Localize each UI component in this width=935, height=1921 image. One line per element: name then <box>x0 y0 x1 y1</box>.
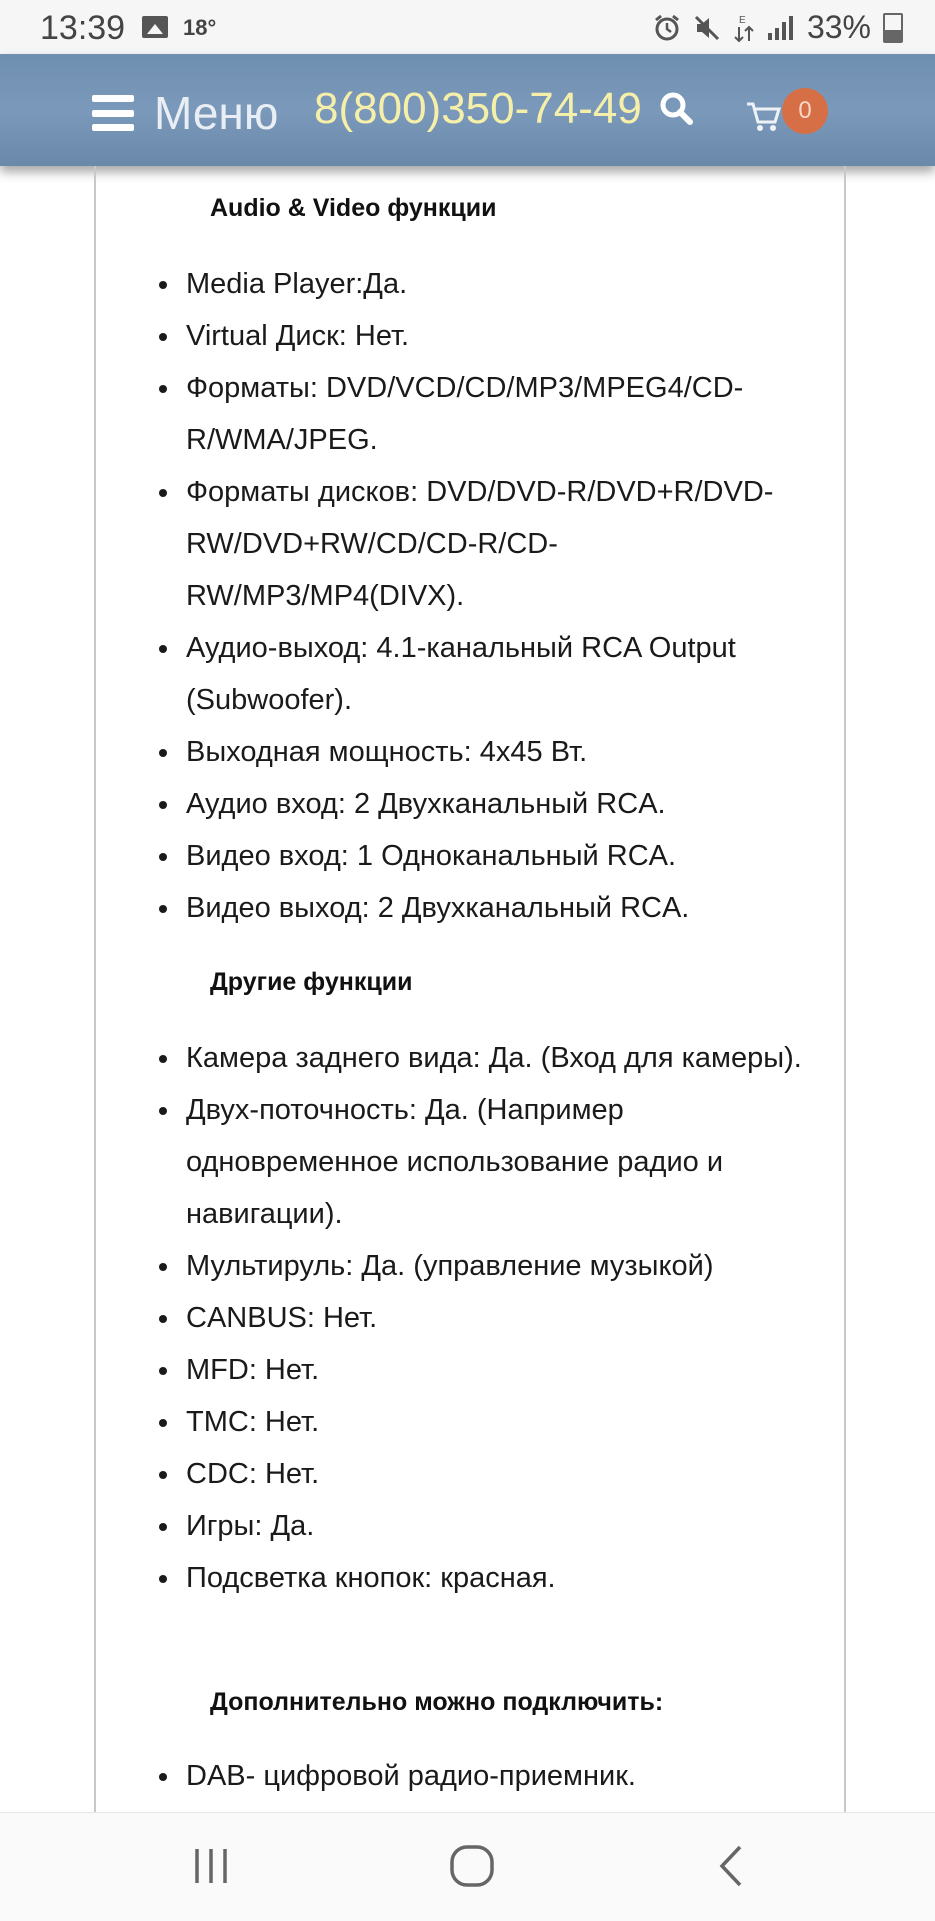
system-nav-bar <box>0 1812 935 1921</box>
list-item: • Форматы: DVD/VCD/CD/MP3/MPEG4/CD-R/WMA/JPEG. <box>182 362 822 466</box>
list-item: • Virtual Диск: Нет. <box>182 310 822 362</box>
section-title-audio-video: Audio & Video функции <box>210 194 497 222</box>
cart-icon <box>745 100 783 134</box>
section-title-additional: Дополнительно можно подключить: <box>210 1688 664 1716</box>
additional-list <box>150 1750 822 1802</box>
status-right-group <box>653 9 903 46</box>
battery-percent: 33% <box>806 9 871 45</box>
mute-icon <box>693 14 721 42</box>
signal-label: E <box>738 14 746 26</box>
cart-button[interactable] <box>745 88 845 138</box>
signal-icon <box>767 15 795 41</box>
list-item: • Аудио вход: 2 Двухканальный RCA. <box>182 778 822 830</box>
recents-icon[interactable] <box>183 1841 239 1891</box>
list-item: • Видео вход: 1 Одноканальный RCA. <box>182 830 822 882</box>
hamburger-icon <box>92 95 134 131</box>
list-item: • TMC: Нет. <box>182 1396 822 1448</box>
other-functions-list <box>150 1032 822 1604</box>
list-item: • Подсветка кнопок: красная. <box>182 1552 822 1604</box>
battery-icon <box>883 13 903 43</box>
status-time: 13:39 <box>40 9 126 47</box>
image-icon <box>142 16 168 38</box>
list-item: • Мультируль: Да. (управление музыкой) <box>182 1240 822 1292</box>
list-item: • MFD: Нет. <box>182 1344 822 1396</box>
status-temperature: 18° <box>183 15 217 40</box>
alarm-icon <box>653 14 681 42</box>
site-header <box>0 54 935 166</box>
status-bar <box>0 0 935 54</box>
menu-label: Меню <box>154 87 279 139</box>
list-item: • CDC: Нет. <box>182 1448 822 1500</box>
list-item: • Видео выход: 2 Двухканальный RCA. <box>182 882 822 934</box>
list-item: • Игры: Да. <box>182 1500 822 1552</box>
list-item: • Двух-поточность: Да. (Например одновременное использование радио и навигации). <box>182 1084 822 1240</box>
list-item: • Аудио-выход: 4.1-канальный RCA Output (Subwoofer). <box>182 622 822 726</box>
list-item: • DAB- цифровой радио-приемник. <box>182 1750 822 1802</box>
data-arrows-icon <box>733 13 755 43</box>
cart-count-badge: 0 <box>782 88 828 134</box>
section-title-other: Другие функции <box>210 968 413 996</box>
list-item: • Форматы дисков: DVD/DVD-R/DVD+R/DVD-RW/DVD+RW/CD/CD-R/CD-RW/MP3/MP4(DIVX). <box>182 466 822 622</box>
back-icon[interactable] <box>704 1841 760 1891</box>
home-icon[interactable] <box>444 1841 500 1891</box>
list-item: • CANBUS: Нет. <box>182 1292 822 1344</box>
list-item: • Media Player:Да. <box>182 258 822 310</box>
audio-video-list <box>150 258 822 934</box>
list-item: • Камера заднего вида: Да. (Вход для камеры). <box>182 1032 822 1084</box>
search-icon[interactable] <box>658 90 694 126</box>
menu-button[interactable] <box>92 86 278 140</box>
phone-link[interactable]: 8(800)350-74-49 <box>314 84 642 133</box>
list-item: • Выходная мощность: 4x45 Вт. <box>182 726 822 778</box>
